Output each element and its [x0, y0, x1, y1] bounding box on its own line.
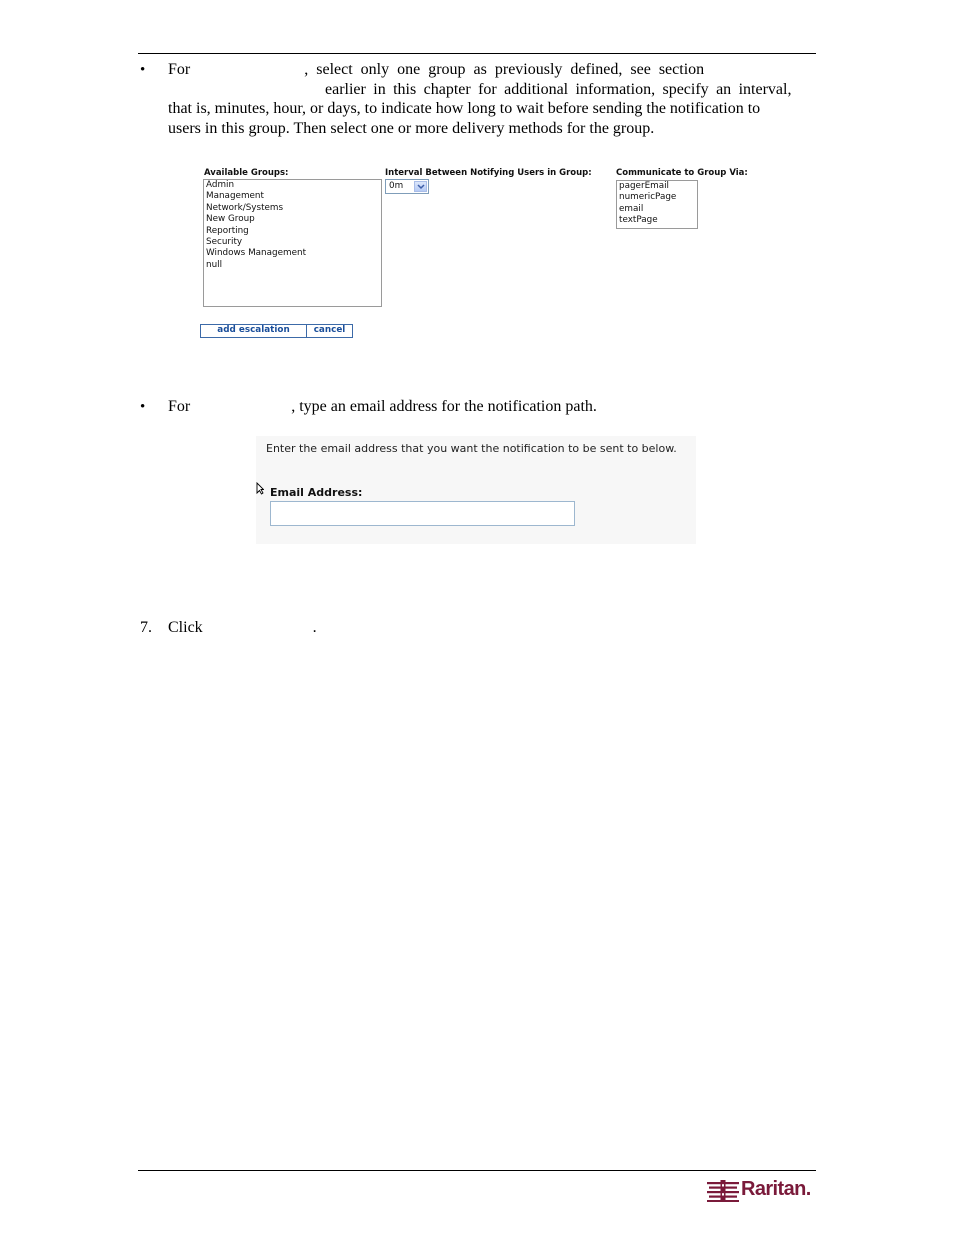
raritan-logo-text: Raritan.: [741, 1178, 811, 1200]
delivery-method-option[interactable]: email: [619, 203, 644, 214]
email-address-label: Email Address:: [270, 486, 363, 499]
bullet-marker: •: [140, 62, 146, 78]
step-7-suffix: .: [312, 619, 317, 636]
communicate-label: Communicate to Group Via:: [616, 168, 748, 178]
email-form-screenshot: [256, 436, 696, 544]
bullet-1-paragraph: [168, 60, 814, 138]
delivery-method-option[interactable]: textPage: [619, 215, 658, 226]
available-groups-label: Available Groups:: [204, 168, 289, 178]
bullet-1-line-1-text: , select only one group as previously defined, see section: [304, 61, 705, 78]
communicate-methods-list[interactable]: [616, 180, 698, 229]
group-option[interactable]: Management: [206, 191, 264, 202]
group-option[interactable]: null: [206, 259, 223, 270]
delivery-method-option[interactable]: pagerEmail: [619, 181, 669, 191]
header-rule: [138, 53, 816, 54]
group-option[interactable]: Windows Management: [206, 248, 307, 259]
pointer-cursor-icon: [256, 482, 264, 500]
step-7-number: 7.: [140, 619, 152, 636]
interval-label: Interval Between Notifying Users in Group:: [385, 168, 592, 178]
bullet-1-line-2-text: earlier in this chapter for additional information, specify an interval,: [325, 80, 792, 98]
delivery-method-option[interactable]: numericPage: [619, 192, 677, 203]
raritan-logo: [707, 1178, 813, 1204]
group-option[interactable]: Security: [206, 237, 243, 248]
interval-value: 0m: [389, 181, 404, 191]
add-escalation-button[interactable]: add escalation: [200, 324, 307, 338]
bullet-2-paragraph: [168, 397, 814, 417]
bullet-1-prefix: For: [168, 61, 191, 78]
chevron-down-icon[interactable]: [414, 181, 427, 192]
bullet-1-line-3: that is, minutes, hour, or days, to indicate how long to wait before sending the notification to: [168, 100, 761, 117]
available-groups-list[interactable]: [203, 179, 382, 307]
bullet-2-text: , type an email address for the notification path.: [291, 398, 597, 415]
group-option[interactable]: New Group: [206, 214, 255, 225]
footer-rule: [138, 1170, 816, 1171]
bullet-marker: •: [140, 399, 146, 415]
email-intro-text: Enter the email address that you want the notification to be sent to below.: [266, 442, 677, 455]
escalation-form-screenshot: [197, 163, 760, 343]
email-field[interactable]: [270, 501, 575, 526]
bullet-1-line-4: users in this group. Then select one or more delivery methods for the group.: [168, 119, 655, 137]
group-option[interactable]: Network/Systems: [206, 202, 284, 213]
bullet-2-prefix: For: [168, 398, 191, 415]
bullet-1-line-1: [168, 60, 814, 80]
cancel-button[interactable]: cancel: [306, 324, 353, 338]
interval-select[interactable]: [385, 179, 429, 194]
bullet-1-line-2: [168, 80, 814, 100]
group-option[interactable]: Reporting: [206, 225, 249, 236]
step-7-text: [168, 618, 317, 638]
raritan-logo-icon: [707, 1180, 739, 1202]
group-option[interactable]: Admin: [206, 180, 235, 190]
step-7-prefix: Click: [168, 619, 203, 636]
